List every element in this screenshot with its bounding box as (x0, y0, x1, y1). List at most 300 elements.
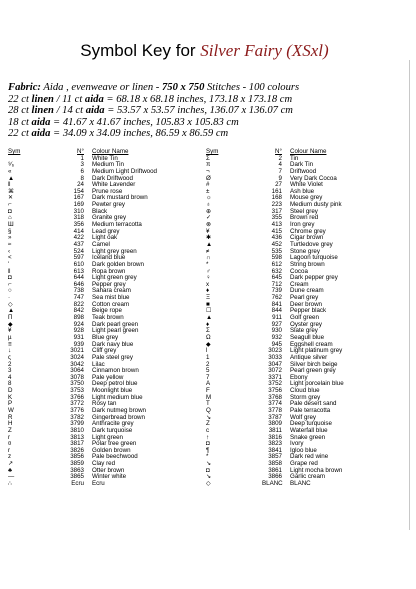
symbol: K (8, 393, 13, 401)
colour-number: 3857 (268, 453, 282, 461)
colour-number: 822 (73, 300, 84, 308)
colour-name: Cliff grey (92, 347, 117, 355)
colour-number: 3778 (268, 406, 282, 414)
fabric-linen: linen (31, 93, 54, 105)
colour-number: 6 (80, 167, 84, 175)
colour-name: Cinnamon brown (92, 367, 139, 375)
colour-number: 3766 (70, 393, 84, 401)
colour-number: 762 (271, 294, 282, 302)
symbol: * (206, 453, 209, 461)
colour-name: Dark Driftwood (92, 174, 133, 182)
symbol: ¥ (206, 227, 210, 235)
symbol: ◆ (8, 320, 13, 328)
colour-name: Blue grey (92, 333, 119, 341)
colour-number: 930 (271, 327, 282, 335)
symbol: ⌐ (8, 280, 12, 288)
symbol: Z (8, 426, 12, 434)
symbol: Z (206, 420, 210, 428)
symbol: ⌐ (8, 201, 12, 209)
colour-name: Steel grey (290, 207, 318, 215)
colour-number: 3072 (268, 367, 282, 375)
symbol: ◇ (206, 480, 211, 488)
colour-name: Grape red (290, 460, 318, 468)
symbol: ✓ (206, 214, 212, 222)
key-row (206, 481, 404, 488)
symbol: 2 (8, 360, 12, 368)
count-text: 22 ct (8, 93, 32, 105)
colour-name: Eggshell cream (290, 340, 333, 348)
colour-number: 3856 (70, 453, 84, 461)
colour-name: Mouse grey (290, 194, 323, 202)
colour-number: 3371 (268, 373, 282, 381)
symbol: ' (8, 260, 10, 268)
colour-name: Pearl green grey (290, 367, 336, 375)
colour-number: 317 (271, 207, 282, 215)
fabric-label: Fabric: (8, 82, 41, 93)
colour-name: Medium dusty pink (290, 201, 342, 209)
symbol: ≠ (206, 247, 210, 255)
colour-name: Deep petrol blue (92, 380, 138, 388)
colour-number: 3042 (70, 360, 84, 368)
colour-number: 3858 (268, 460, 282, 468)
colour-number: 3841 (268, 446, 282, 454)
colour-number: 928 (73, 327, 84, 335)
fabric-linen: linen (31, 105, 54, 116)
symbol: H (8, 420, 13, 428)
symbol: < (8, 254, 12, 262)
colour-name: Garlic cream (290, 473, 326, 481)
colour-name: Pepper grey (92, 280, 126, 288)
key-column-right (206, 149, 404, 488)
colour-number: 841 (271, 300, 282, 308)
colour-name: Iceland blue (92, 254, 126, 262)
symbol: ♣ (8, 466, 13, 474)
colour-name: Otter brown (92, 466, 125, 474)
colour-name: Pepper black (290, 307, 327, 315)
symbol: ‖ (8, 181, 11, 189)
symbol: Q (206, 406, 211, 414)
symbol: ↘ (206, 460, 212, 468)
colour-number: 3024 (70, 353, 84, 361)
colour-name: Antique silver (290, 353, 328, 361)
colour-number: 613 (73, 267, 84, 275)
colour-number: 3750 (70, 380, 84, 388)
fabric-aida: aida (85, 105, 105, 116)
symbol: 4 (8, 373, 12, 381)
colour-number: 3021 (70, 347, 84, 355)
colour-number: 931 (73, 333, 84, 341)
colour-name: Medium terracotta (92, 221, 142, 229)
fabric-line-4 (8, 117, 408, 129)
symbol: ◘ (206, 440, 210, 448)
fabric-line-3 (8, 105, 408, 117)
colour-name: Storm grey (290, 393, 321, 401)
symbol: ∴ (8, 480, 12, 488)
symbol: * (206, 260, 209, 268)
colour-name: Dark nutmeg brown (92, 406, 146, 414)
colour-number: 8 (80, 174, 84, 182)
symbol: D (8, 387, 13, 395)
symbol: · (8, 294, 11, 302)
fabric-aida: aida (31, 128, 51, 139)
colour-number: 154 (73, 187, 84, 195)
colour-number: 924 (73, 320, 84, 328)
colour-number: 3810 (70, 426, 84, 434)
symbol: ♂ (206, 267, 211, 275)
colour-number: 712 (271, 280, 282, 288)
symbol: ≈ (8, 240, 12, 248)
colour-name: Snake green (290, 433, 326, 441)
colour-number: 452 (271, 240, 282, 248)
colour-name: Pearl grey (290, 294, 319, 302)
colour-name: Cloud blue (290, 387, 320, 395)
fabric-types: Aida , evenweave or linen - (40, 82, 162, 93)
colour-name: Waterfall blue (290, 426, 328, 434)
key-row (8, 355, 206, 362)
symbol: Σ (206, 327, 210, 335)
colour-number: 598 (271, 254, 282, 262)
colour-name: Light mocha brown (290, 466, 343, 474)
colour-name: Igloo blue (290, 446, 317, 454)
symbol: — (8, 473, 15, 481)
key-row (8, 481, 206, 488)
colour-name: Pale steel grey (92, 353, 133, 361)
count-text: 28 ct (8, 105, 32, 116)
colour-name: Light green grey (92, 274, 137, 282)
colour-name: Driftwood (290, 167, 317, 175)
colour-name: Golf green (290, 314, 319, 322)
symbol: 5 (206, 367, 210, 375)
colour-number: 3826 (70, 446, 84, 454)
colour-name: Rosy tan (92, 400, 117, 408)
dimensions-text: = 34.09 x 34.09 inches, 86.59 x 86.59 cm (50, 128, 229, 139)
colour-name: Lead grey (92, 227, 120, 235)
symbol: ⌘ (8, 187, 15, 195)
colour-number: 3047 (268, 360, 282, 368)
colour-number: 3772 (70, 400, 84, 408)
colour-number: 3817 (70, 440, 84, 448)
colour-name: Wolf grey (290, 413, 317, 421)
colour-name: Pewter grey (92, 201, 126, 209)
count-text: 22 ct (8, 128, 32, 139)
colour-name: Dark pepper grey (290, 274, 338, 282)
colour-name: Cotton cream (92, 300, 130, 308)
symbol: ✕ (8, 194, 14, 202)
colour-name: White Violet (290, 181, 323, 189)
colour-number: 414 (73, 227, 84, 235)
colour-name: Cigar brown (290, 234, 324, 242)
colour-number: 646 (73, 280, 84, 288)
header-sym: Sym (8, 148, 21, 155)
colour-name: Tin (290, 154, 299, 162)
symbol: ✱ (206, 234, 212, 242)
colour-name: Beige rope (92, 307, 122, 315)
symbol: ⊗ (206, 221, 212, 229)
colour-number: 927 (271, 320, 282, 328)
colour-number: 3809 (268, 420, 282, 428)
dimensions-text: = 68.18 x 68.18 inches, 173.18 x 173.18 cm (103, 93, 293, 105)
symbol: ◘ (8, 274, 12, 282)
colour-number: 932 (271, 333, 282, 341)
symbol: ○ (8, 287, 12, 295)
colour-number: Ecru (71, 480, 84, 488)
colour-name: Ebony (290, 373, 308, 381)
colour-number: 645 (271, 274, 282, 282)
symbol: ⁹⁄₆ (8, 161, 15, 169)
colour-number: 3813 (70, 433, 84, 441)
colour-name: Stone grey (290, 247, 320, 255)
stitch-size: 750 x 750 (161, 82, 205, 93)
colour-name: Anthracite grey (92, 420, 134, 428)
colour-count: - 100 colours (239, 82, 300, 93)
colour-name: Lagoon turquoise (290, 254, 338, 262)
symbol: ☐ (206, 307, 212, 315)
colour-number: 3078 (70, 373, 84, 381)
symbol: ◆ (206, 340, 211, 348)
colour-name: Teak brown (92, 314, 124, 322)
colour-number: 597 (73, 254, 84, 262)
colour-number: 24 (77, 181, 84, 189)
colour-number: 167 (73, 194, 84, 202)
design-name: Silver Fairy (XSxl) (200, 41, 329, 60)
colour-number: 3768 (268, 393, 282, 401)
symbol: 3 (8, 367, 12, 375)
symbol: Π (8, 314, 13, 322)
colour-name: Slate grey (290, 327, 318, 335)
symbol: ǁ (8, 267, 11, 275)
symbol: § (8, 227, 12, 235)
colour-number: 3753 (70, 387, 84, 395)
colour-name: Oyster grey (290, 320, 322, 328)
symbol: Ξ (206, 294, 211, 302)
fabric-line-5 (8, 128, 408, 140)
colour-name: Black (92, 207, 108, 215)
symbol: Ø (206, 174, 211, 182)
symbol: µ (8, 333, 12, 341)
header-colour-name: Colour Name (290, 148, 327, 155)
symbol: r (8, 446, 11, 454)
colour-number: 3782 (70, 413, 84, 421)
symbol: ◘ (8, 207, 12, 215)
colour-number: 7 (278, 167, 282, 175)
fabric-line-2 (8, 94, 408, 106)
colour-name: Moonlight blue (92, 387, 133, 395)
colour-name: Cocoa (290, 267, 308, 275)
symbol: r (8, 433, 11, 441)
colour-name: Light platinum grey (290, 347, 343, 355)
colour-number: 310 (73, 207, 84, 215)
colour-name: Ecru (92, 480, 105, 488)
colour-name: Dark turquoise (92, 426, 133, 434)
colour-name: Turtledove grey (290, 240, 333, 248)
symbol: ▲ (206, 314, 213, 322)
colour-number: 524 (73, 247, 84, 255)
colour-name: Chrome grey (290, 227, 326, 235)
colour-name: Pale desert sand (290, 400, 337, 408)
colour-number: 739 (271, 287, 282, 295)
colour-name: Pale terracotta (290, 406, 331, 414)
colour-number: 3816 (268, 433, 282, 441)
symbol: ↗ (8, 460, 14, 468)
symbol: F (206, 387, 210, 395)
symbol: 7 (206, 373, 210, 381)
colour-name: Medium Tin (92, 161, 124, 169)
colour-name: Sahara cream (92, 287, 131, 295)
symbol: T (206, 400, 210, 408)
symbol: ± (206, 187, 210, 195)
colour-name: Pale beechwood (92, 453, 138, 461)
header-num: N° (77, 148, 84, 155)
colour-number: 3064 (70, 367, 84, 375)
colour-name: Deep turquoise (290, 420, 332, 428)
colour-number: 612 (271, 260, 282, 268)
symbol: ↓ (8, 347, 12, 355)
key-row (8, 202, 206, 209)
colour-name: Silver birch beige (290, 360, 338, 368)
colour-number: 535 (271, 247, 282, 255)
colour-name: Very Dark Cocoa (290, 174, 337, 182)
symbol: ‹ (8, 247, 11, 255)
colour-number: 356 (73, 221, 84, 229)
colour-number: 3787 (268, 413, 282, 421)
colour-name: Ivory (290, 440, 304, 448)
colour-name: String brown (290, 260, 325, 268)
fabric-aida: aida (84, 93, 104, 105)
colour-number: 3865 (70, 473, 84, 481)
page-title (0, 40, 409, 62)
colour-number: 3861 (268, 466, 282, 474)
colour-number: 415 (271, 227, 282, 235)
colour-name: Granite grey (92, 214, 127, 222)
key-column-left (8, 149, 206, 488)
colour-name: Dark navy blue (92, 340, 134, 348)
colour-number: 437 (73, 240, 84, 248)
colour-name: Light grey green (92, 247, 137, 255)
colour-number: 27 (275, 181, 282, 189)
symbol: π (206, 161, 211, 169)
colour-number: 610 (73, 260, 84, 268)
colour-number: 3823 (268, 440, 282, 448)
colour-name: Ash blue (290, 187, 315, 195)
symbol: ≡ (8, 340, 12, 348)
colour-name: Prune rose (92, 187, 123, 195)
symbol: ς (8, 353, 11, 361)
count-text: 18 ct (8, 116, 32, 128)
colour-number: 318 (73, 214, 84, 222)
colour-number: 3752 (268, 380, 282, 388)
colour-number: 422 (73, 234, 84, 242)
colour-number: 3799 (70, 420, 84, 428)
symbol: ¥ (8, 327, 12, 335)
colour-number: 747 (73, 294, 84, 302)
stitches-label: Stitches (204, 82, 240, 93)
colour-name: Dark mustard brown (92, 194, 148, 202)
symbol: ♀ (206, 274, 211, 282)
colour-number: 413 (271, 221, 282, 229)
symbol: M (206, 393, 212, 401)
symbol: ¬ (206, 167, 210, 175)
symbol: 8 (8, 380, 12, 388)
symbol: « (8, 167, 12, 175)
colour-number: 3866 (268, 473, 282, 481)
colour-number: 898 (73, 314, 84, 322)
count-text: / 14 ct (53, 105, 86, 116)
colour-name: White Tin (92, 154, 118, 162)
colour-name: Brown red (290, 214, 319, 222)
key-row (206, 435, 404, 442)
dimensions-text: = 53.57 x 53.57 inches, 136.07 x 136.07 cm (104, 105, 293, 116)
colour-number: 2 (278, 154, 282, 162)
symbol: ♁ (206, 201, 211, 209)
symbol: P (8, 400, 13, 408)
colour-number: 4 (278, 161, 282, 169)
colour-number: 3811 (268, 426, 282, 434)
count-text: / 11 ct (53, 93, 85, 105)
colour-name: Light oak (92, 234, 118, 242)
symbol: ▲ (8, 307, 15, 315)
colour-number: 436 (271, 234, 282, 242)
colour-number: 939 (73, 340, 84, 348)
symbol: ♦ (206, 320, 210, 328)
fabric-line-1 (8, 82, 408, 94)
colour-name: Gingerbread brown (92, 413, 145, 421)
symbol: » (8, 234, 12, 242)
colour-name: Dark pearl green (92, 320, 139, 328)
title-prefix: Symbol Key for (80, 41, 196, 60)
colour-number: 9 (278, 174, 282, 182)
symbol: ⌂ (8, 214, 12, 222)
colour-name: Dark Tin (290, 161, 314, 169)
colour-name: Light pearl green (92, 327, 139, 335)
header-sym: Sym (206, 148, 219, 155)
symbol: ☼ (206, 194, 212, 202)
colour-name: Ropa brown (92, 267, 126, 275)
colour-number: BLANC (262, 480, 283, 488)
colour-name: Pale yellow (92, 373, 124, 381)
colour-number: 844 (271, 307, 282, 315)
symbol: Σ (206, 154, 210, 162)
colour-number: 3023 (268, 347, 282, 355)
colour-number: 1 (80, 154, 84, 162)
colour-number: 168 (271, 194, 282, 202)
colour-name: Dark golden brown (92, 260, 144, 268)
colour-name: Clay red (92, 460, 116, 468)
colour-name: Lilac (92, 360, 105, 368)
colour-number: 355 (271, 214, 282, 222)
colour-number: 3033 (268, 353, 282, 361)
symbol: z (8, 453, 12, 461)
colour-number: 3859 (70, 460, 84, 468)
colour-number: 223 (271, 201, 282, 209)
colour-number: 911 (272, 314, 282, 322)
fabric-info (8, 82, 408, 140)
symbol: ∩ (206, 254, 211, 262)
colour-number: 3 (80, 161, 84, 169)
colour-number: 842 (73, 307, 84, 315)
symbol: ¤ (8, 440, 12, 448)
symbol: ↘ (206, 473, 212, 481)
symbol: A (206, 380, 211, 388)
header-num: N° (275, 148, 282, 155)
fabric-aida: aida (31, 116, 51, 128)
dimensions-text: = 41.67 x 41.67 inches, 105.83 x 105.83 cm (50, 116, 239, 128)
symbol: 2 (206, 360, 210, 368)
colour-name: Light green (92, 433, 123, 441)
colour-name: White Lavender (92, 181, 136, 189)
symbol: ◇ (8, 300, 13, 308)
symbol: Ω (206, 333, 211, 341)
colour-name: Golden brown (92, 446, 131, 454)
